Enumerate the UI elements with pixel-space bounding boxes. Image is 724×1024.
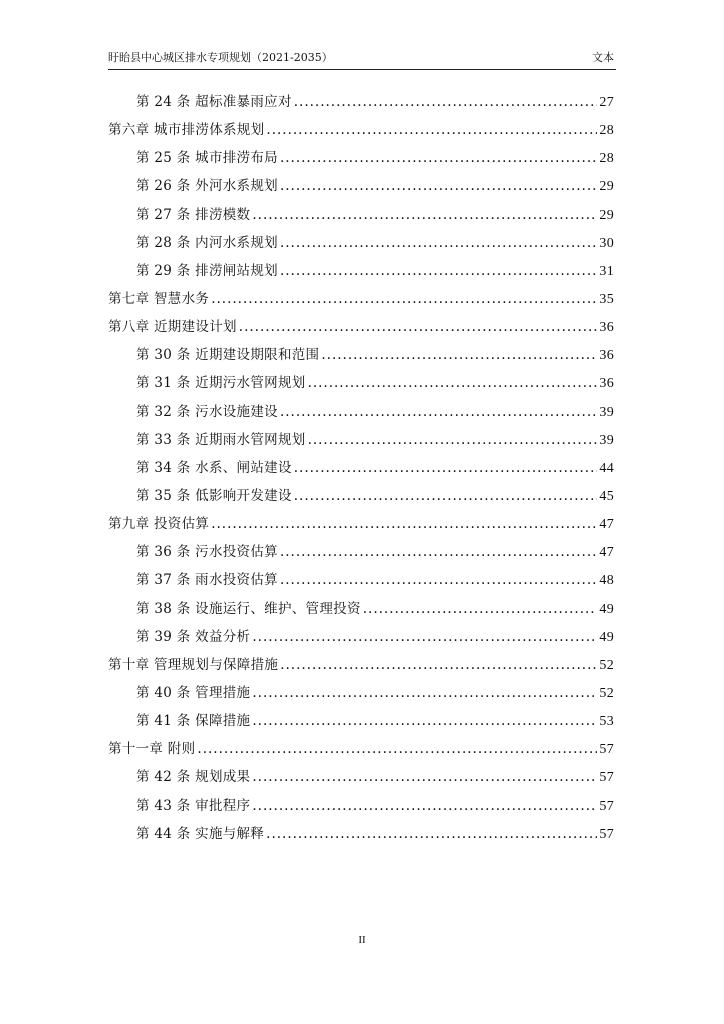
toc-article-entry[interactable]: [108, 400, 614, 428]
toc-entry-page: 57: [599, 798, 614, 814]
toc-entry-title: 第 36 条 污水投资估算: [136, 544, 278, 561]
toc-entry-page: 49: [599, 601, 614, 617]
toc-leader-dots: [280, 150, 597, 166]
toc-entry-page: 29: [599, 179, 614, 195]
toc-entry-title: 第 44 条 实施与解释: [136, 825, 265, 842]
toc-entry-page: 35: [599, 291, 614, 307]
toc-leader-dots: [252, 713, 597, 729]
toc-entry-page: 31: [599, 263, 614, 279]
toc-entry-title: 第十一章 附则: [108, 741, 196, 758]
toc-leader-dots: [280, 404, 597, 420]
toc-leader-dots: [252, 629, 597, 645]
toc-leader-dots: [211, 516, 597, 532]
toc-leader-dots: [239, 319, 598, 335]
toc-entry-page: 27: [599, 95, 614, 110]
toc-leader-dots: [252, 207, 597, 223]
page-header: [108, 51, 616, 70]
toc-article-entry[interactable]: [108, 259, 614, 287]
toc-entry-title: 第 30 条 近期建设期限和范围: [136, 347, 320, 364]
toc-article-entry[interactable]: [108, 540, 614, 568]
toc-entry-title: 第 31 条 近期污水管网规划: [136, 375, 306, 392]
toc-entry-title: 第 25 条 城市排涝布局: [136, 150, 278, 167]
toc-entry-title: 第 24 条 超标准暴雨应对: [136, 94, 292, 110]
toc-entry-page: 28: [599, 123, 614, 139]
toc-entry-title: 第 27 条 排涝模数: [136, 206, 251, 223]
toc-entry-title: 第 35 条 低影响开发建设: [136, 487, 292, 504]
toc-chapter-entry[interactable]: [108, 315, 614, 343]
toc-entry-page: 57: [599, 770, 614, 786]
toc-leader-dots: [280, 178, 597, 194]
toc-entry-page: 47: [599, 517, 614, 533]
toc-article-entry[interactable]: [108, 794, 614, 822]
toc-article-entry[interactable]: [108, 90, 614, 118]
toc-leader-dots: [211, 291, 597, 307]
toc-article-entry[interactable]: [108, 484, 614, 512]
toc-entry-page: 39: [599, 432, 614, 448]
toc-entry-title: 第 38 条 设施运行、维护、管理投资: [136, 600, 361, 617]
toc-article-entry[interactable]: [108, 231, 614, 259]
toc-entry-page: 45: [599, 488, 614, 504]
toc-article-entry[interactable]: [108, 568, 614, 596]
toc-entry-title: 第 32 条 污水设施建设: [136, 403, 278, 420]
toc-leader-dots: [280, 657, 597, 673]
toc-chapter-entry[interactable]: [108, 512, 614, 540]
toc-entry-title: 第 42 条 规划成果: [136, 769, 251, 786]
toc-leader-dots: [308, 375, 598, 391]
toc-entry-page: 39: [599, 404, 614, 420]
toc-entry-title: 第 29 条 排涝闸站规划: [136, 262, 278, 279]
toc-entry-page: 29: [599, 207, 614, 223]
toc-entry-title: 第 41 条 保障措施: [136, 713, 251, 730]
toc-entry-title: 第 26 条 外河水系规划: [136, 178, 278, 195]
toc-leader-dots: [280, 263, 597, 279]
toc-article-entry[interactable]: [108, 428, 614, 456]
toc-leader-dots: [280, 235, 597, 251]
toc-leader-dots: [321, 347, 597, 363]
toc-article-entry[interactable]: [108, 174, 614, 202]
toc-leader-dots: [363, 601, 598, 617]
table-of-contents: [108, 90, 614, 850]
toc-article-entry[interactable]: [108, 146, 614, 174]
toc-entry-title: 第十章 管理规划与保障措施: [108, 656, 279, 673]
toc-leader-dots: [280, 544, 597, 560]
toc-article-entry[interactable]: [108, 709, 614, 737]
toc-article-entry[interactable]: [108, 203, 614, 231]
toc-entry-title: 第 37 条 雨水投资估算: [136, 572, 278, 589]
toc-entry-page: 48: [599, 573, 614, 589]
toc-leader-dots: [294, 460, 598, 476]
toc-article-entry[interactable]: [108, 822, 614, 850]
toc-entry-title: 第 40 条 管理措施: [136, 684, 251, 701]
toc-chapter-entry[interactable]: [108, 653, 614, 681]
toc-entry-page: 36: [599, 320, 614, 336]
toc-entry-title: 第八章 近期建设计划: [108, 319, 237, 336]
document-type-label: 文本: [592, 51, 614, 64]
toc-entry-title: 第七章 智慧水务: [108, 290, 210, 307]
toc-entry-page: 30: [599, 235, 614, 251]
toc-leader-dots: [197, 741, 597, 757]
toc-entry-page: 57: [599, 742, 614, 758]
toc-entry-page: 57: [599, 826, 614, 842]
toc-entry-title: 第六章 城市排涝体系规划: [108, 122, 265, 139]
toc-entry-page: 28: [599, 151, 614, 167]
toc-chapter-entry[interactable]: [108, 118, 614, 146]
toc-leader-dots: [252, 769, 597, 785]
toc-leader-dots: [280, 572, 597, 588]
toc-entry-page: 36: [599, 376, 614, 392]
toc-entry-page: 52: [599, 685, 614, 701]
toc-leader-dots: [266, 826, 597, 842]
toc-leader-dots: [252, 685, 597, 701]
toc-entry-title: 第 33 条 近期雨水管网规划: [136, 431, 306, 448]
toc-entry-page: 44: [599, 460, 614, 476]
toc-article-entry[interactable]: [108, 681, 614, 709]
toc-chapter-entry[interactable]: [108, 287, 614, 315]
toc-entry-page: 52: [599, 657, 614, 673]
toc-leader-dots: [252, 798, 597, 814]
toc-entry-title: 第 28 条 内河水系规划: [136, 234, 278, 251]
toc-article-entry[interactable]: [108, 371, 614, 399]
document-title: 盱眙县中心城区排水专项规划（2021-2035）: [108, 51, 333, 64]
page-number: II: [358, 934, 366, 946]
toc-article-entry[interactable]: [108, 625, 614, 653]
toc-entry-title: 第 39 条 效益分析: [136, 628, 251, 645]
toc-leader-dots: [266, 122, 597, 138]
toc-entry-page: 36: [599, 348, 614, 364]
toc-entry-page: 49: [599, 629, 614, 645]
toc-leader-dots: [294, 94, 598, 110]
toc-leader-dots: [294, 488, 598, 504]
toc-article-entry[interactable]: [108, 597, 614, 625]
toc-entry-title: 第 43 条 审批程序: [136, 797, 251, 814]
toc-article-entry[interactable]: [108, 343, 614, 371]
toc-entry-title: 第 34 条 水系、闸站建设: [136, 459, 292, 476]
toc-entry-page: 47: [599, 545, 614, 561]
toc-article-entry[interactable]: [108, 765, 614, 793]
toc-entry-title: 第九章 投资估算: [108, 516, 210, 533]
toc-article-entry[interactable]: [108, 456, 614, 484]
toc-entry-page: 53: [599, 714, 614, 730]
toc-leader-dots: [308, 432, 598, 448]
toc-chapter-entry[interactable]: [108, 737, 614, 765]
